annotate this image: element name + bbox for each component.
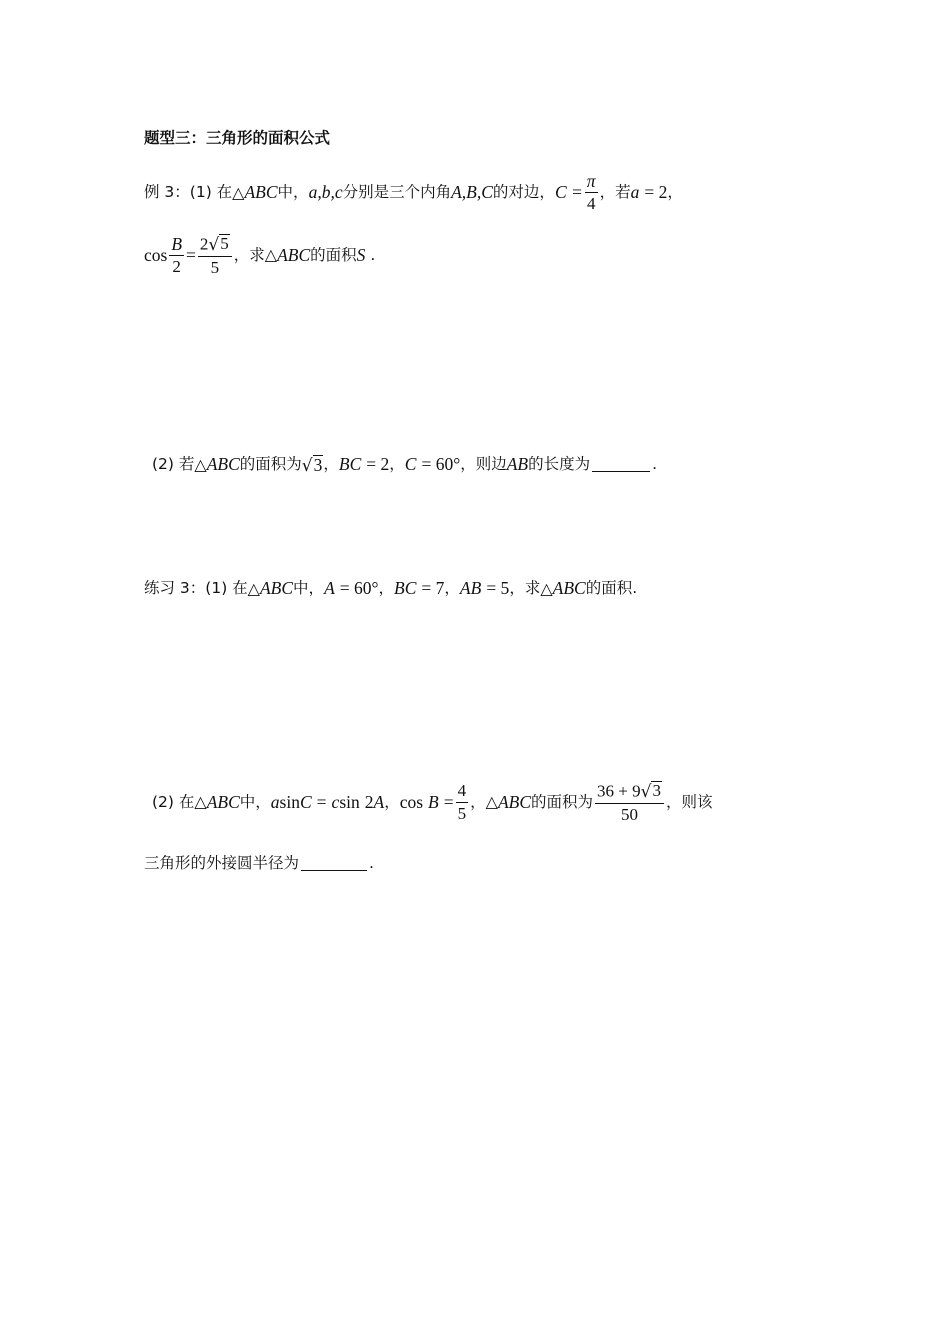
angle-c-equation: C = (554, 181, 583, 202)
area-fraction (595, 781, 664, 824)
part-label: (2) 若 (152, 455, 195, 474)
cos-function: cos (399, 791, 424, 812)
triangle-symbol: △ (194, 455, 207, 475)
text-segment: 的面积为 (531, 792, 594, 811)
triangle-symbol: △ (264, 245, 278, 265)
text-segment: ，则边 (460, 455, 507, 474)
radicand: 3 (313, 455, 323, 475)
radicand: 3 (652, 781, 661, 800)
example-label: 例 3：(1) 在 (144, 182, 233, 201)
sqrt-symbol: √ 3 (301, 455, 323, 477)
triangle-name: ABC (497, 791, 532, 812)
triangle-symbol: △ (540, 578, 553, 598)
angle-c-value: = 60° (421, 454, 461, 475)
triangle-symbol: △ (194, 792, 207, 812)
triangle-name: ABC (277, 244, 311, 265)
side-bc: BC (394, 578, 417, 598)
pi-over-4-fraction (585, 172, 598, 213)
text-segment: ， (323, 455, 339, 474)
sqrt-symbol: √ 5 (208, 234, 229, 255)
side-a: a (270, 791, 280, 812)
text-segment: 的面积 (585, 579, 633, 597)
text-segment: 三角形的外接圆半径为 (144, 854, 300, 872)
practice-3-part-2-line-1 (152, 781, 712, 824)
part-label: (2) 在 (152, 792, 195, 811)
b-over-2-fraction (169, 235, 184, 276)
side-bc: BC (338, 454, 362, 475)
period: . (652, 455, 658, 474)
equals-sign: = (186, 244, 196, 265)
fraction-denominator: 5 (457, 803, 467, 823)
triangle-name: ABC (552, 578, 586, 598)
section-title: 题型三：三角形的面积公式 (144, 129, 331, 147)
equals-sign: = (316, 791, 327, 812)
text-segment: ， (444, 579, 460, 597)
fraction-numerator (198, 234, 232, 257)
equals-sign: = (443, 791, 454, 812)
sqrt-symbol: √ 3 (640, 781, 661, 802)
side-c: c (331, 791, 340, 812)
side-ab-value: = 5 (486, 578, 510, 598)
text-segment: 中， (277, 182, 309, 201)
period: . (369, 854, 374, 872)
angle-a: A (373, 791, 385, 812)
triangle-name: ABC (206, 791, 240, 812)
text-segment: ， (378, 579, 395, 597)
fraction-denominator: 5 (210, 257, 220, 277)
fraction-denominator: 4 (586, 194, 596, 214)
text-segment: ，求 (233, 245, 265, 264)
text-segment: 中， (293, 579, 325, 597)
example-3-part-1-line-1 (144, 172, 683, 213)
angle-variables: A,B,C (451, 181, 493, 202)
side-ab: AB (459, 578, 482, 598)
text-segment: 的面积为 (239, 455, 302, 474)
side-ab: AB (506, 454, 529, 475)
angle-c: C (404, 454, 417, 475)
fraction-numerator (595, 781, 664, 804)
coefficient: 2 (364, 791, 374, 812)
example-3-part-1-line-2 (144, 234, 375, 277)
practice-3-part-2-line-2 (144, 856, 374, 872)
numerator-part: 36 + 9 (597, 781, 641, 801)
text-segment: 的长度为 (528, 455, 591, 474)
triangle-symbol: △ (485, 792, 498, 812)
text-segment: ， (470, 792, 486, 811)
triangle-symbol: △ (232, 182, 245, 202)
answer-blank[interactable] (592, 458, 650, 472)
text-segment: 的对边， (492, 182, 555, 201)
period: . (370, 245, 376, 264)
side-bc-value: = 7 (421, 578, 445, 598)
text-segment: 中， (239, 792, 271, 811)
fraction-numerator: 4 (456, 782, 469, 803)
text-segment: 的面积 (310, 245, 357, 264)
side-bc-value: = 2 (366, 454, 390, 475)
sin-function: sin (339, 791, 360, 812)
fraction-numerator: B (169, 235, 184, 256)
side-a-value: = 2 (644, 181, 668, 202)
answer-blank[interactable] (301, 857, 367, 871)
text-segment: ，则该 (665, 792, 713, 811)
fraction-denominator: 2 (172, 257, 181, 277)
text-segment: ， (667, 182, 683, 201)
four-fifths-fraction (456, 782, 469, 823)
text-segment: ，若 (599, 182, 631, 201)
text-segment: ， (384, 792, 400, 811)
coefficient: 2 (199, 234, 209, 254)
angle-a-value: = 60° (339, 578, 379, 598)
practice-label: 练习 3：(1) 在 (144, 579, 248, 597)
two-root-five-over-five-fraction (198, 234, 232, 277)
example-3-part-2 (152, 455, 657, 475)
side-variables: a,b,c (308, 181, 343, 202)
radicand: 5 (220, 234, 229, 253)
fraction-denominator: 50 (621, 804, 638, 824)
triangle-name: ABC (259, 578, 294, 598)
text-segment: 分别是三个内角 (342, 182, 452, 201)
fraction-numerator: π (585, 172, 598, 193)
area-variable: S (356, 244, 366, 265)
text-segment: ，求 (509, 579, 541, 597)
triangle-name: ABC (206, 454, 240, 475)
sin-function: sin (279, 791, 300, 812)
angle-a: A (324, 578, 335, 598)
angle-b: B (428, 791, 439, 812)
triangle-name: ABC (244, 181, 278, 202)
practice-3-part-1 (144, 580, 637, 598)
side-a: a (630, 181, 640, 202)
period: . (632, 579, 638, 597)
cos-function: cos (144, 244, 168, 265)
angle-c: C (299, 791, 312, 812)
text-segment: ， (389, 455, 405, 474)
triangle-symbol: △ (247, 578, 260, 598)
